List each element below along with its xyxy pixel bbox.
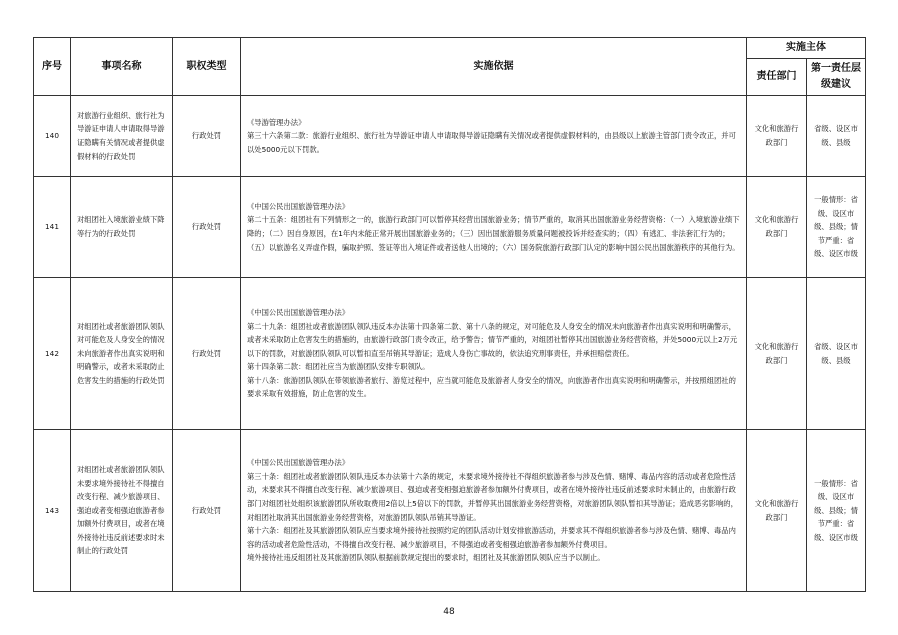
header-subject: 实施主体 [747, 38, 866, 59]
row-dept: 文化和旅游行政部门 [747, 96, 807, 177]
row-seq: 141 [34, 177, 71, 278]
table-row [34, 430, 866, 592]
row-type: 行政处罚 [173, 430, 241, 592]
row-basis [241, 430, 747, 592]
basis-paragraph: 第十六条：组团社及其旅游团队领队应当要求境外接待社按照约定的团队活动计划安排旅游活动，并要求其不得组织旅游者参与涉及色情、赌博、毒品内容的活动或者危险性活动，不得擅自改变行程、减少旅游项目，不得强迫或者变相强迫旅游者参加额外付费项目。 [247, 526, 736, 549]
row-dept: 文化和旅游行政部门 [747, 177, 807, 278]
row-basis [241, 96, 747, 177]
row-seq: 140 [34, 96, 71, 177]
row-type: 行政处罚 [173, 96, 241, 177]
basis-paragraph: 《中国公民出国旅游管理办法》 [247, 201, 350, 211]
table-row [34, 278, 866, 430]
row-name: 对组团社或者旅游团队领队对可能危及人身安全的情况未向旅游者作出真实说明和明确警示，或者未采取防止危害发生的措施的行政处罚 [71, 278, 173, 430]
row-seq: 142 [34, 278, 71, 430]
basis-paragraph: 第十四条第二款：组团社应当为旅游团队安排专职领队。 [247, 362, 430, 372]
header-type: 职权类型 [173, 38, 241, 96]
row-dept: 文化和旅游行政部门 [747, 278, 807, 430]
row-level: 一般情形：省级、设区市级、县级；情节严重：省级、设区市级 [807, 430, 866, 592]
basis-paragraph: 第三十条：组团社或者旅游团队领队违反本办法第十六条的规定，未要求境外接待社不得组织旅游者参与涉及色情、赌博、毒品内容的活动或者危险性活动，未要求其不得擅自改变行程、减少旅游项目、强迫或者变相强迫旅游者参加额外付费项目，或者在境外接待社违反前述要求时未制止的，由旅游行政部门对组团社处组织该旅游团队所收取费用2倍以上5倍以下的罚款，并暂停其出国旅游业务经营资格，对旅游团队领队暂扣其导游证；造成恶劣影响的，对组团社取消其出国旅游业务经营资格，对旅游团队领队吊销其导游证。 [247, 471, 738, 522]
row-name: 对组团社入境旅游业绩下降等行为的行政处罚 [71, 177, 173, 278]
basis-paragraph: 《导游管理办法》 [247, 117, 306, 127]
row-basis [241, 177, 747, 278]
basis-paragraph: 第三十六条第二款：旅游行业组织、旅行社为导游证申请人申请取得导游证隐瞒有关情况或者提供虚假材料的，由县级以上旅游主管部门责令改正，并可以处5000元以下罚款。 [247, 131, 736, 154]
table-row [34, 177, 866, 278]
header-basis: 实施依据 [241, 38, 747, 96]
row-type: 行政处罚 [173, 177, 241, 278]
row-level: 省级、设区市级、县级 [807, 278, 866, 430]
basis-paragraph: 第二十五条：组团社有下列情形之一的，旅游行政部门可以暂停其经营出国旅游业务；情节严重的，取消其出国旅游业务经营资格：（一）入境旅游业绩下降的；（二）因自身原因，在1年内未能正常开展出国旅游业务的；（三）因出国旅游服务质量问题被投诉并经查实的；（四）有逃汇、非法套汇行为的；（五）以旅游名义弄虚作假，骗取护照、签证等出入境证件或者送他人出境的；（六）国务院旅游行政部门认定的影响中国公民出国旅游秩序的其他行为。 [247, 215, 740, 252]
row-level: 省级、设区市级、县级 [807, 96, 866, 177]
row-seq: 143 [34, 430, 71, 592]
row-dept: 文化和旅游行政部门 [747, 430, 807, 592]
basis-paragraph: 《中国公民出国旅游管理办法》 [247, 307, 350, 317]
basis-paragraph: 第二十九条：组团社或者旅游团队领队违反本办法第十四条第二款、第十八条的规定，对可能危及人身安全的情况未向旅游者作出真实说明和明确警示，或者未采取防止危害发生的措施的，由旅游行政部门责令改正，给予警告；情节严重的，对组团社暂停其出国旅游业务经营资格，并处5000元以上2万元以下的罚款，对旅游团队领队可以暂扣直至吊销其导游证；造成人身伤亡事故的，依法追究刑事责任，并承担赔偿责任。 [247, 321, 738, 358]
header-seq: 序号 [34, 38, 71, 96]
header-row [34, 38, 866, 59]
header-name: 事项名称 [71, 38, 173, 96]
header-dept: 责任部门 [747, 59, 807, 96]
row-name: 对旅游行业组织、旅行社为导游证申请人申请取得导游证隐瞒有关情况或者提供虚假材料的行政处罚 [71, 96, 173, 177]
basis-paragraph: 第十八条：旅游团队领队在带领旅游者旅行、游览过程中，应当就可能危及旅游者人身安全的情况，向旅游者作出真实说明和明确警示，并按照组团社的要求采取有效措施，防止危害的发生。 [247, 375, 736, 399]
enforcement-matters-table [33, 37, 866, 592]
basis-paragraph: 《中国公民出国旅游管理办法》 [247, 458, 350, 468]
row-name: 对组团社或者旅游团队领队未要求境外接待社不得擅自改变行程、减少旅游项目、强迫或者变相强迫旅游者参加额外付费项目，或者在境外接待社违反前述要求时未制止的行政处罚 [71, 430, 173, 592]
row-type: 行政处罚 [173, 278, 241, 430]
header-level: 第一责任层级建议 [807, 59, 866, 96]
basis-paragraph: 境外接待社违反组团社及其旅游团队领队根据前款规定提出的要求时，组团社及其旅游团队领队应当予以制止。 [247, 553, 605, 563]
page-number: 48 [443, 607, 455, 617]
table-row [34, 96, 866, 177]
row-level: 一般情形：省级、设区市级、县级；情节严重：省级、设区市级 [807, 177, 866, 278]
row-basis [241, 278, 747, 430]
